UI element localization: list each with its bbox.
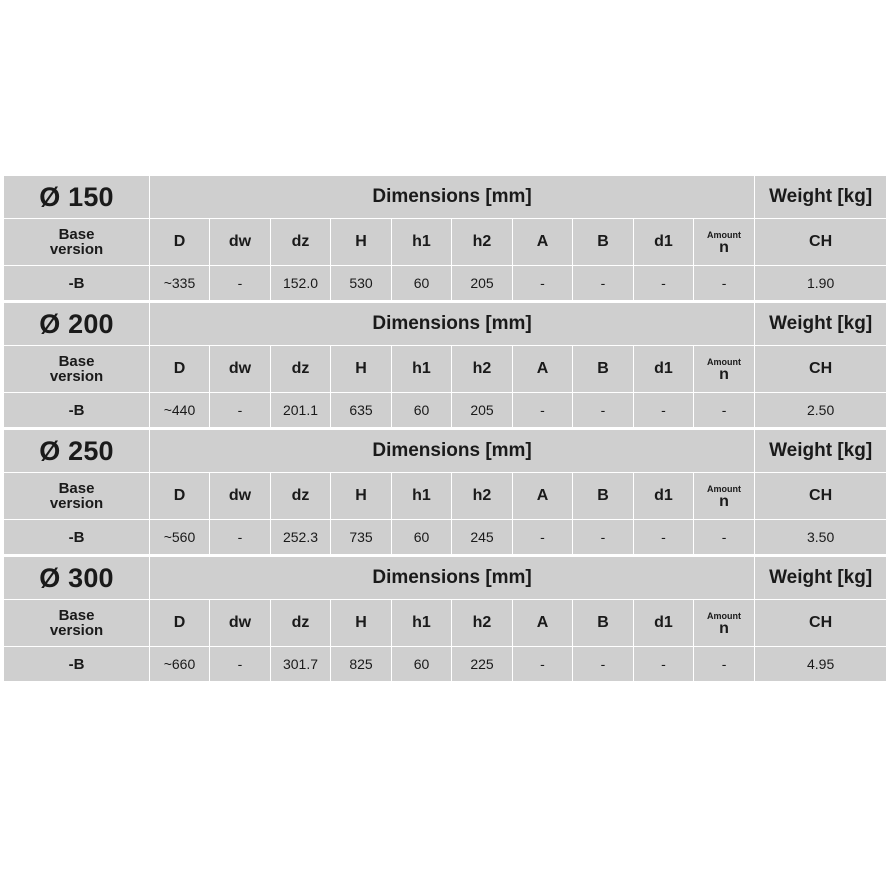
value-H: 825: [331, 647, 392, 684]
spec-section: [4, 430, 886, 557]
value-amount: -: [694, 266, 755, 303]
header-D: D: [150, 600, 210, 647]
header-h2: h2: [452, 600, 513, 647]
value-h2: 225: [452, 647, 513, 684]
header-amount: [694, 600, 755, 647]
section-title-row: [4, 176, 886, 219]
value-D: ~440: [150, 393, 210, 430]
dimensions-title: Dimensions [mm]: [150, 430, 755, 473]
value-B: -: [573, 647, 634, 684]
section-title-row: [4, 557, 886, 600]
value-D: ~660: [150, 647, 210, 684]
value-h2: 245: [452, 520, 513, 557]
header-CH: CH: [755, 473, 886, 520]
header-A: A: [513, 600, 573, 647]
header-H: H: [331, 219, 392, 266]
base-header-line1: Base: [58, 226, 95, 243]
header-dw: dw: [210, 219, 271, 266]
value-dz: 152.0: [271, 266, 331, 303]
base-version-header: [4, 346, 150, 393]
header-B: B: [573, 473, 634, 520]
base-version-header: [4, 473, 150, 520]
header-dw: dw: [210, 473, 271, 520]
header-dw: dw: [210, 346, 271, 393]
base-header-line2: version: [49, 368, 104, 385]
value-D: ~335: [150, 266, 210, 303]
header-H: H: [331, 346, 392, 393]
base-version-header: [4, 600, 150, 647]
base-version-header: [4, 219, 150, 266]
spec-section: [4, 557, 886, 684]
header-amount: [694, 473, 755, 520]
header-H: H: [331, 600, 392, 647]
header-A: A: [513, 473, 573, 520]
table-row: [4, 393, 886, 430]
value-A: -: [513, 393, 573, 430]
diameter-title: Ø 300: [4, 557, 150, 600]
weight-title: Weight [kg]: [755, 557, 886, 600]
base-header-line2: version: [49, 241, 104, 258]
header-D: D: [150, 346, 210, 393]
value-A: -: [513, 647, 573, 684]
table-row: [4, 266, 886, 303]
header-H: H: [331, 473, 392, 520]
value-dz: 252.3: [271, 520, 331, 557]
value-h2: 205: [452, 266, 513, 303]
weight-title: Weight [kg]: [755, 430, 886, 473]
value-A: -: [513, 520, 573, 557]
value-d1: -: [634, 647, 694, 684]
diameter-title: Ø 250: [4, 430, 150, 473]
header-d1: d1: [634, 600, 694, 647]
value-dw: -: [210, 647, 271, 684]
dimensions-title: Dimensions [mm]: [150, 303, 755, 346]
column-header-row: [4, 600, 886, 647]
amount-symbol: n: [719, 365, 729, 383]
value-h1: 60: [392, 266, 452, 303]
dimensions-title: Dimensions [mm]: [150, 557, 755, 600]
column-header-row: [4, 346, 886, 393]
header-dz: dz: [271, 346, 331, 393]
header-dw: dw: [210, 600, 271, 647]
base-header-line1: Base: [58, 353, 95, 370]
weight-title: Weight [kg]: [755, 176, 886, 219]
variant-cell: -B: [4, 393, 150, 430]
amount-label: Amount: [707, 229, 742, 240]
amount-label: Amount: [707, 483, 742, 494]
header-dz: dz: [271, 600, 331, 647]
spec-section: [4, 176, 886, 303]
header-h1: h1: [392, 600, 452, 647]
header-CH: CH: [755, 346, 886, 393]
value-amount: -: [694, 520, 755, 557]
amount-symbol: n: [719, 619, 729, 637]
value-dw: -: [210, 393, 271, 430]
value-amount: -: [694, 393, 755, 430]
diameter-title: Ø 150: [4, 176, 150, 219]
spec-section: [4, 303, 886, 430]
value-B: -: [573, 266, 634, 303]
header-d1: d1: [634, 473, 694, 520]
amount-symbol: n: [719, 492, 729, 510]
value-B: -: [573, 393, 634, 430]
header-h2: h2: [452, 473, 513, 520]
table-row: [4, 520, 886, 557]
value-A: -: [513, 266, 573, 303]
header-B: B: [573, 219, 634, 266]
value-h1: 60: [392, 520, 452, 557]
header-h1: h1: [392, 473, 452, 520]
diameter-title: Ø 200: [4, 303, 150, 346]
value-H: 735: [331, 520, 392, 557]
header-A: A: [513, 346, 573, 393]
value-weight: 4.95: [755, 647, 886, 684]
header-d1: d1: [634, 346, 694, 393]
header-CH: CH: [755, 600, 886, 647]
header-dz: dz: [271, 473, 331, 520]
header-amount: [694, 346, 755, 393]
column-header-row: [4, 219, 886, 266]
section-title-row: [4, 303, 886, 346]
value-dz: 301.7: [271, 647, 331, 684]
header-h1: h1: [392, 219, 452, 266]
value-amount: -: [694, 647, 755, 684]
value-H: 530: [331, 266, 392, 303]
base-header-line1: Base: [58, 480, 95, 497]
value-h1: 60: [392, 393, 452, 430]
value-D: ~560: [150, 520, 210, 557]
table-row: [4, 647, 886, 684]
value-d1: -: [634, 520, 694, 557]
value-d1: -: [634, 393, 694, 430]
column-header-row: [4, 473, 886, 520]
header-CH: CH: [755, 219, 886, 266]
section-title-row: [4, 430, 886, 473]
value-B: -: [573, 520, 634, 557]
header-h2: h2: [452, 346, 513, 393]
base-header-line1: Base: [58, 607, 95, 624]
value-weight: 3.50: [755, 520, 886, 557]
value-dw: -: [210, 520, 271, 557]
header-B: B: [573, 600, 634, 647]
value-d1: -: [634, 266, 694, 303]
value-h2: 205: [452, 393, 513, 430]
header-D: D: [150, 473, 210, 520]
weight-title: Weight [kg]: [755, 303, 886, 346]
header-amount: [694, 219, 755, 266]
amount-label: Amount: [707, 356, 742, 367]
spec-tables: [4, 176, 886, 684]
variant-cell: -B: [4, 266, 150, 303]
base-header-line2: version: [49, 495, 104, 512]
variant-cell: -B: [4, 520, 150, 557]
value-dz: 201.1: [271, 393, 331, 430]
dimensions-title: Dimensions [mm]: [150, 176, 755, 219]
value-h1: 60: [392, 647, 452, 684]
header-h2: h2: [452, 219, 513, 266]
base-header-line2: version: [49, 622, 104, 639]
value-weight: 2.50: [755, 393, 886, 430]
value-H: 635: [331, 393, 392, 430]
variant-cell: -B: [4, 647, 150, 684]
amount-label: Amount: [707, 610, 742, 621]
value-weight: 1.90: [755, 266, 886, 303]
header-h1: h1: [392, 346, 452, 393]
amount-symbol: n: [719, 238, 729, 256]
value-dw: -: [210, 266, 271, 303]
header-dz: dz: [271, 219, 331, 266]
header-A: A: [513, 219, 573, 266]
header-B: B: [573, 346, 634, 393]
header-d1: d1: [634, 219, 694, 266]
header-D: D: [150, 219, 210, 266]
